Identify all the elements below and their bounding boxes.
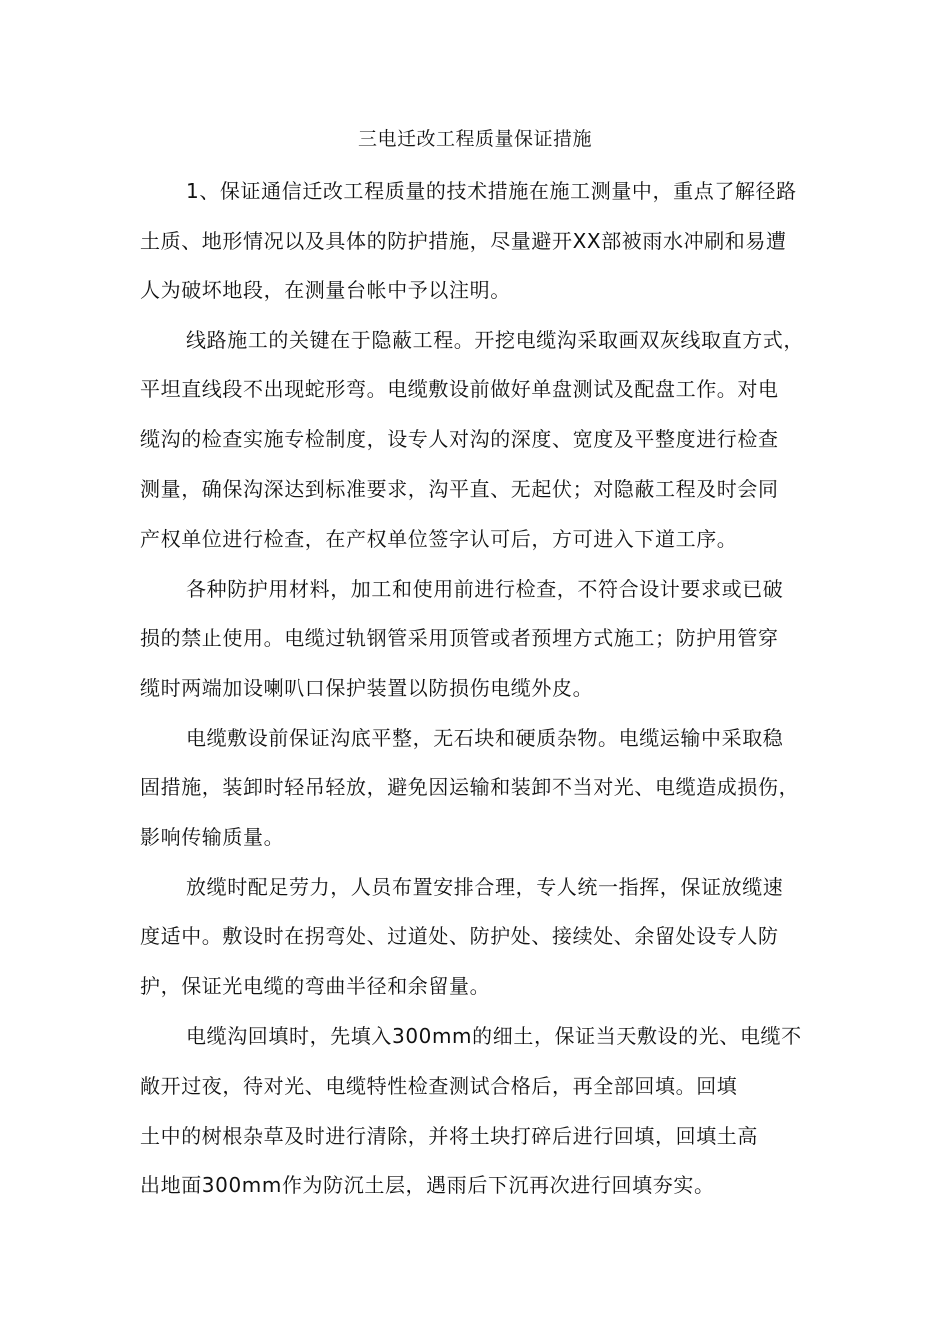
- text-line: 固措施，装卸时轻吊轻放，避免因运输和装卸不当对光、电缆造成损伤，: [140, 775, 800, 799]
- text-line: 缆沟的检查实施专检制度，设专人对沟的深度、宽度及平整度进行检查: [140, 427, 779, 451]
- text-line: 产权单位进行检查，在产权单位签字认可后，方可进入下道工序。: [140, 527, 738, 551]
- text-line: 敞开过夜，待对光、电缆特性检查测试合格后，再全部回填。回填: [140, 1074, 738, 1098]
- text-line: 电缆敷设前保证沟底平整，无石块和硬质杂物。电缆运输中采取稳: [186, 726, 784, 750]
- text-line: 平坦直线段不出现蛇形弯。电缆敷设前做好单盘测试及配盘工作。对电: [140, 377, 779, 401]
- document-title: 三电迁改工程质量保证措施: [357, 128, 592, 150]
- text-line: 放缆时配足劳力，人员布置安排合理，专人统一指挥，保证放缆速: [186, 875, 784, 899]
- text-line: 土质、地形情况以及具体的防护措施，尽量避开XX部被雨水冲刷和易遭: [140, 229, 787, 253]
- text-line: 电缆沟回填时，先填入300mm的细土，保证当天敷设的光、电缆不: [186, 1024, 802, 1048]
- text-line: 度适中。敷设时在拐弯处、过道处、防护处、接续处、余留处设专人防: [140, 924, 779, 948]
- text-line: 测量，确保沟深达到标准要求，沟平直、无起伏；对隐蔽工程及时会同: [140, 477, 779, 501]
- text-line: 缆时两端加设喇叭口保护装置以防损伤电缆外皮。: [140, 676, 594, 700]
- text-line: 1、保证通信迁改工程质量的技术措施在施工测量中，重点了解径路: [186, 179, 797, 203]
- text-line: 土中的树根杂草及时进行清除，并将土块打碎后进行回填，回填土高: [140, 1124, 758, 1148]
- text-line: 影响传输质量。: [140, 825, 285, 849]
- text-line: 线路施工的关键在于隐蔽工程。开挖电缆沟采取画双灰线取直方式，: [186, 328, 804, 352]
- text-line: 人为破坏地段，在测量台帐中予以注明。: [140, 278, 511, 302]
- text-line: 出地面300mm作为防沉土层，遇雨后下沉再次进行回填夯实。: [140, 1173, 715, 1197]
- text-line: 护，保证光电缆的弯曲半径和余留量。: [140, 974, 491, 998]
- text-line: 各种防护用材料，加工和使用前进行检查，不符合设计要求或已破: [186, 577, 784, 601]
- text-line: 损的禁止使用。电缆过轨钢管采用顶管或者预埋方式施工；防护用管穿: [140, 626, 779, 650]
